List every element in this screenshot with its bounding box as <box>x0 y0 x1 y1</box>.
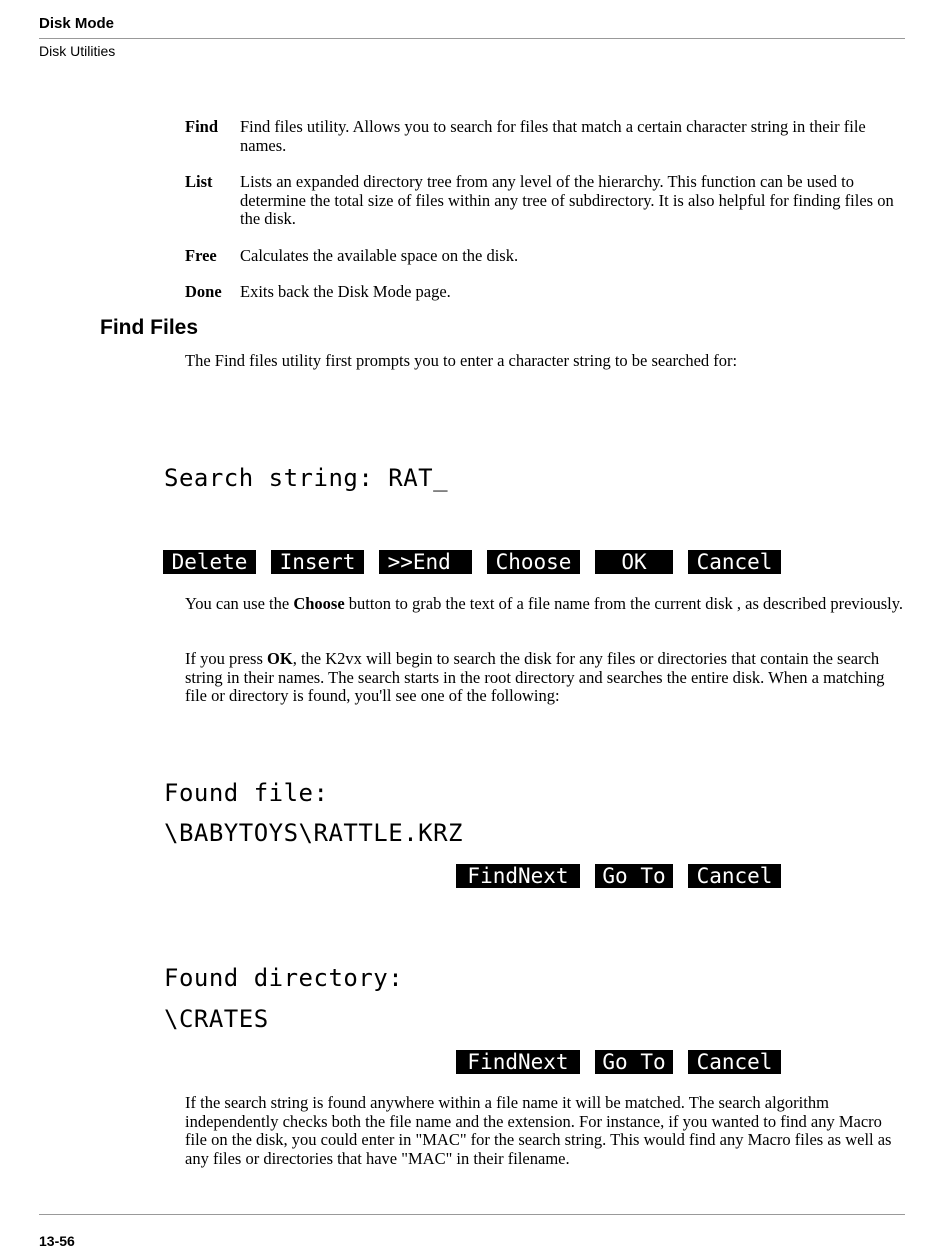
term-label: List <box>185 172 213 191</box>
page-number: 13-56 <box>39 1233 75 1249</box>
term-description: Exits back the Disk Mode page. <box>240 282 451 301</box>
delete-button[interactable]: Delete <box>163 550 256 574</box>
lcd-found-file-label: Found file: <box>164 779 329 807</box>
definition-find <box>185 118 905 155</box>
search-softkey-row <box>163 550 781 574</box>
definition-done <box>185 283 905 302</box>
closing-paragraph: If the search string is found anywhere within a file name it will be matched. The search algorithm independently checks both the file name and the extension. For instance, if you wanted to find any Macro file on the disk, you could enter in "MAC" for the search string. This would find any Macro files as well as any files or directories that have "MAC" in their filename. <box>185 1093 892 1168</box>
findnext-button[interactable]: FindNext <box>456 864 580 888</box>
found-file-softkey-row <box>456 864 781 888</box>
term-description: Calculates the available space on the disk. <box>240 245 519 265</box>
header-divider <box>39 38 905 39</box>
footer-divider <box>39 1214 905 1215</box>
section-subtitle: Disk Utilities <box>39 43 116 59</box>
cancel-button[interactable]: Cancel <box>688 550 781 574</box>
goto-button[interactable]: Go To <box>595 864 673 888</box>
intro-paragraph: The Find files utility first prompts you to enter a character string to be searched for: <box>185 351 738 370</box>
term-description: Lists an expanded directory tree from any level of the hierarchy. This function can be used to determine the total size of files within any tree of subdirectory. It is also helpful for finding files on the disk. <box>240 172 894 228</box>
lcd-search-prompt: Search string: RAT_ <box>164 464 449 492</box>
term-label: Find <box>185 117 219 136</box>
lcd-found-file-path: \BABYTOYS\RATTLE.KRZ <box>164 819 463 847</box>
choose-term: Choose <box>293 594 345 613</box>
end-button[interactable]: >>End <box>379 550 472 574</box>
section-heading: Find Files <box>100 316 199 339</box>
found-directory-softkey-row <box>456 1050 781 1074</box>
goto-button[interactable]: Go To <box>595 1050 673 1074</box>
choose-paragraph: You can use the Choose button to grab the text of a file name from the current disk , as described previously. <box>185 594 904 613</box>
ok-button[interactable]: OK <box>596 550 672 574</box>
lcd-found-directory-path: \CRATES <box>164 1005 269 1033</box>
utility-definitions <box>185 118 905 320</box>
chapter-title: Disk Mode <box>39 15 115 32</box>
choose-button[interactable]: Choose <box>487 550 580 574</box>
cancel-button[interactable]: Cancel <box>688 864 781 888</box>
ok-paragraph: If you press OK, the K2vx will begin to search the disk for any files or directories that contain the search string in their names. The search starts in the root directory and searches the entire disk. When a matching file or directory is found, you'll see one of the following: <box>185 649 885 705</box>
lcd-found-directory-label: Found directory: <box>164 964 404 992</box>
findnext-button[interactable]: FindNext <box>456 1050 580 1074</box>
cancel-button[interactable]: Cancel <box>688 1050 781 1074</box>
definition-free <box>185 247 905 266</box>
term-label: Free <box>185 245 217 265</box>
insert-button[interactable]: Insert <box>271 550 364 574</box>
ok-term: OK <box>267 649 293 668</box>
definition-list <box>185 173 905 229</box>
term-description: Find files utility. Allows you to search for files that match a certain character string in their file names. <box>240 117 866 155</box>
term-label: Done <box>185 282 222 301</box>
